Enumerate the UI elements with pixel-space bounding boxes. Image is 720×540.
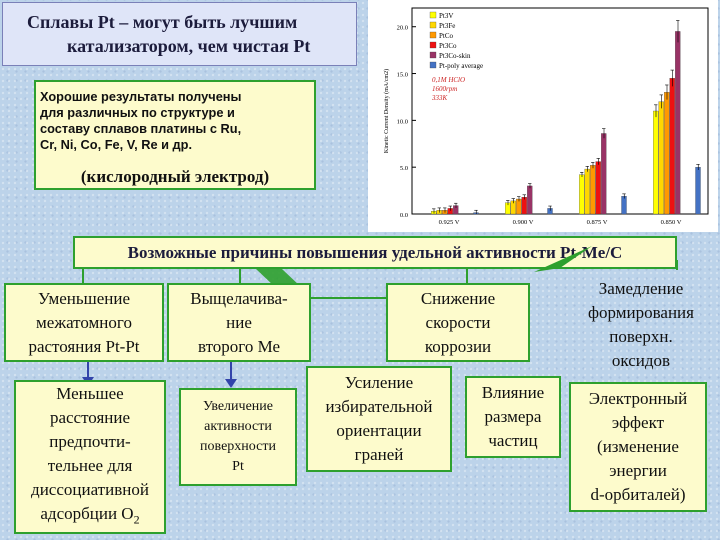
cause-line: Снижение [420, 288, 496, 308]
legend-label: Pt3Fe [439, 22, 456, 30]
effect-face-orientation [306, 366, 452, 472]
cause-line: поверхн. [609, 327, 673, 346]
cause-line: формирования [588, 303, 694, 322]
reasons-banner: Возможные причины повышения удельной активности Pt-Me/C [73, 236, 677, 269]
results-line: составу сплавов платины с Ru, [40, 121, 242, 136]
results-line: для различных по структуре и [40, 105, 235, 120]
condition-note: 0,1M HClO [432, 76, 466, 84]
effect-line: Влияние [481, 383, 545, 402]
legend-label: Pt3Co-skin [439, 52, 471, 60]
effect-line: поверхности [200, 439, 276, 454]
results-line: Хорошие результаты получены [40, 89, 242, 104]
effect-line: адсорбции O [40, 504, 134, 524]
y-tick-label: 20.0 [396, 24, 408, 32]
effect-line: Pt [232, 459, 244, 474]
y-tick-label: 5.0 [399, 165, 408, 173]
cause-line: скорости [425, 312, 491, 332]
subscript-2: 2 [133, 512, 140, 527]
cause-corrosion [386, 283, 530, 362]
effect-line: эффект [611, 413, 665, 432]
legend-label: PtCo [439, 32, 454, 40]
cause-interatomic-distance [4, 283, 164, 362]
effect-line: тельнее для [47, 456, 133, 476]
effect-line-formula [31, 502, 149, 531]
effect-particle-size [465, 376, 561, 458]
effect-line: ориентации [336, 421, 422, 440]
effect-line: Увеличение [202, 399, 273, 414]
arrow-to-oxides [534, 246, 592, 272]
x-tick-label: 0.925 V [438, 219, 460, 226]
y-axis-label: Kinetic Current Density (mA/cm2) [384, 68, 390, 154]
cause-line: межатомного [36, 312, 132, 332]
y-tick-label: 0.0 [399, 212, 408, 219]
effect-line: Меньшее [56, 384, 124, 404]
effect-line: (изменение [597, 437, 679, 456]
effect-line: диссоциативной [31, 480, 149, 500]
title-line-1: Сплавы Pt – могут быть лучшим [27, 12, 298, 32]
cause-line: Замедление [598, 279, 684, 298]
branch-line [300, 286, 386, 298]
effect-electronic [569, 382, 707, 512]
legend-label: Pt-poly average [439, 62, 484, 70]
effect-line: Электронный [588, 389, 688, 408]
cause-line: ние [226, 312, 252, 332]
effect-line: активности [204, 419, 272, 434]
cause-line: растояния Pt-Pt [28, 336, 140, 356]
x-tick-label: 0.900 V [512, 219, 534, 226]
cause-oxide-formation [566, 270, 716, 380]
cause-line: Уменьшение [37, 288, 131, 308]
x-tick-label: 0.850 V [660, 219, 682, 226]
effect-shorter-distance [14, 380, 166, 534]
cause-line: Выщелачива- [190, 288, 288, 308]
cause-line: второго Ме [197, 336, 281, 356]
y-tick-label: 15.0 [396, 71, 408, 79]
title-line-2: катализатором, чем чистая Pt [67, 36, 311, 56]
cause-leaching [167, 283, 311, 362]
effect-line: граней [354, 445, 404, 464]
effect-line: размера [484, 407, 542, 426]
results-line: Cr, Ni, Co, Fe, V, Re и др. [40, 137, 193, 152]
legend-label: Pt3Co [439, 42, 457, 50]
effect-line: избирательной [325, 397, 433, 416]
electrode-label: (кислородный электрод) [80, 167, 270, 186]
condition-note: 333K [432, 94, 448, 102]
effect-line: расстояние [49, 408, 131, 428]
arrow-down-2-head [225, 379, 237, 388]
effect-line: предпочти- [49, 432, 131, 452]
condition-note: 1600rpm [432, 85, 458, 93]
y-tick-label: 10.0 [396, 118, 408, 126]
x-tick-label: 0.875 V [586, 219, 608, 226]
effect-line: энергии [609, 461, 667, 480]
effect-line: Усиление [344, 373, 414, 392]
cause-line: коррозии [424, 336, 492, 356]
effect-surface-activity [179, 388, 297, 486]
legend-label: Pt3V [439, 12, 454, 20]
effect-line: d-орбиталей) [590, 485, 686, 504]
effect-line: частиц [488, 431, 538, 450]
cause-line: оксидов [611, 351, 671, 370]
